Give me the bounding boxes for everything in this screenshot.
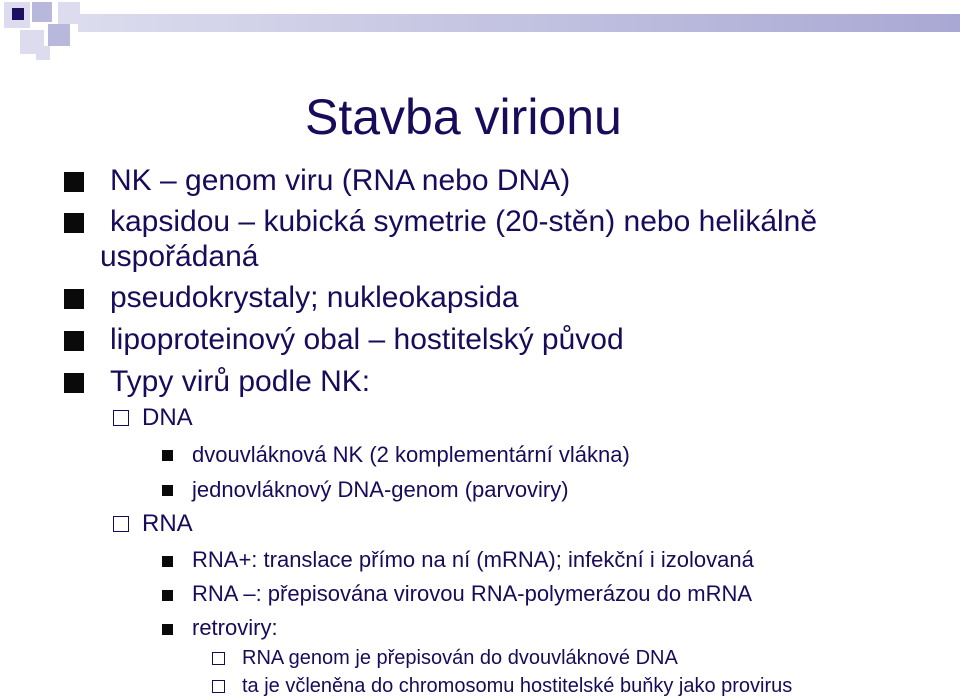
- bullet-text: RNA –: přepisována virovou RNA-polymerázou do mRNA: [192, 581, 753, 606]
- bullet-square-icon: [162, 485, 173, 496]
- decor-square: [12, 8, 24, 20]
- bullet-square-icon: [64, 172, 84, 192]
- bullet-text: pseudokrystaly; nukleokapsida: [110, 281, 519, 314]
- decor-gradient-bar: [78, 14, 960, 32]
- bullet-square-icon: [64, 331, 84, 351]
- bullet-text: RNA+: translace přímo na ní (mRNA); infekční i izolovaná: [192, 547, 754, 572]
- bullet-hollow-square-icon: [113, 410, 129, 426]
- bullet-square-icon: [64, 373, 84, 393]
- bullet-square-icon: [162, 624, 173, 635]
- bullet-text: DNA: [142, 404, 193, 431]
- decor-square: [48, 24, 70, 46]
- bullet-text: NK – genom viru (RNA nebo DNA): [110, 164, 571, 197]
- bullet-square-icon: [162, 556, 173, 567]
- decor-square: [58, 2, 80, 24]
- bullet-text: jednovláknový DNA-genom (parvoviry): [192, 477, 569, 502]
- bullet-hollow-square-icon: [113, 516, 129, 532]
- bullet-square-icon: [64, 289, 84, 309]
- bullet-hollow-square-icon: [212, 652, 225, 665]
- bullet-hollow-square-icon: [212, 680, 225, 693]
- bullet-square-icon: [64, 213, 84, 233]
- bullet-text: kapsidou – kubická symetrie (20-stěn) nebo helikálně: [110, 205, 818, 238]
- bullet-text: lipoproteinový obal – hostitelský původ: [110, 323, 624, 356]
- decor-square: [36, 46, 50, 60]
- bullet-square-icon: [162, 450, 173, 461]
- bullet-text: RNA genom je přepisován do dvouvláknové DNA: [242, 647, 678, 669]
- bullet-text-continuation: uspořádaná: [100, 240, 259, 273]
- bullet-text: dvouvláknová NK (2 komplementární vlákna): [192, 442, 630, 467]
- decor-square: [32, 2, 52, 22]
- bullet-text: RNA: [142, 510, 193, 537]
- bullet-text: ta je včleněna do chromosomu hostitelské buňky jako provirus: [242, 675, 793, 697]
- slide-title: Stavba virionu: [305, 89, 622, 145]
- bullet-text: retroviry:: [192, 615, 278, 640]
- bullet-square-icon: [162, 590, 173, 601]
- bullet-text: Typy virů podle NK:: [110, 365, 371, 398]
